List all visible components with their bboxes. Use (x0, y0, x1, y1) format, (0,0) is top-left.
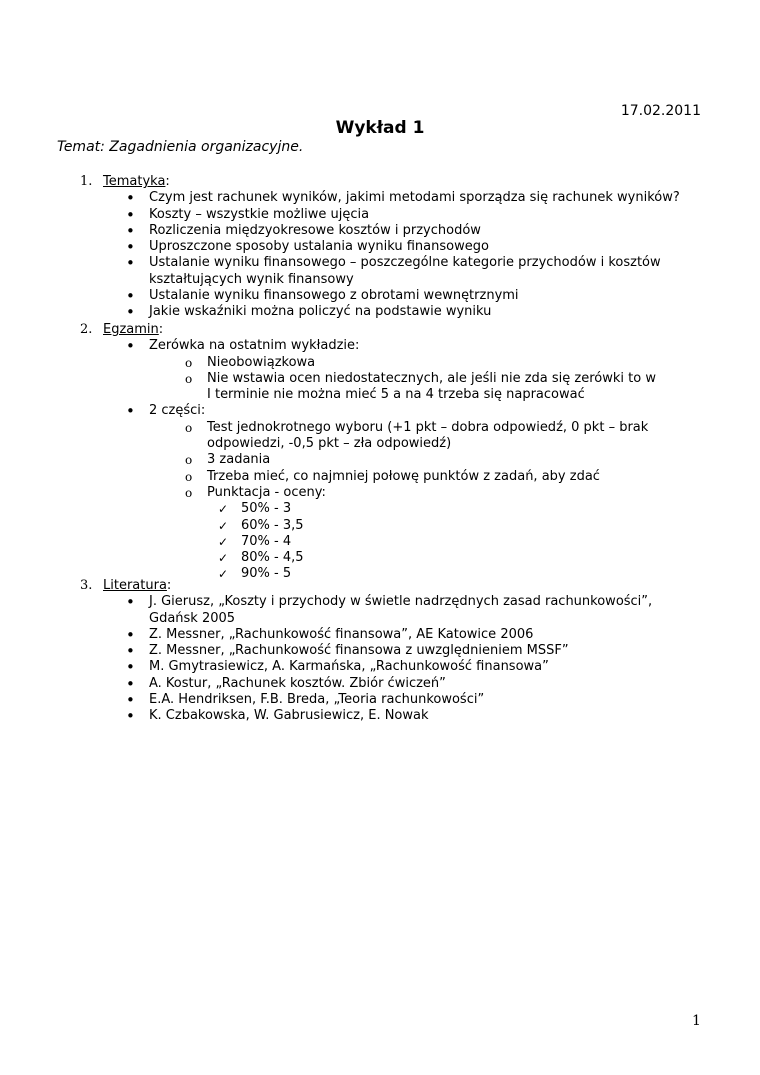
sub-list-item: o Trzeba mieć, co najmniej połowę punktów z zadań, aby zdać (185, 468, 600, 484)
grade-item: ✓ 50% - 3 (218, 501, 292, 517)
bullet-icon: • (126, 238, 135, 257)
checkmark-icon: ✓ (218, 551, 229, 566)
list-item: • Z. Messner, „Rachunkowość finansowa z uwzględnieniem MSSF” (126, 642, 569, 661)
bullet-icon: • (126, 287, 135, 306)
grade-item: ✓ 70% - 4 (218, 533, 292, 549)
document-title: Wykład 1 (335, 118, 425, 138)
circle-bullet-icon: o (185, 371, 193, 386)
section-title: Literatura: (103, 578, 172, 593)
circle-bullet-icon: o (185, 453, 193, 468)
list-item: • Z. Messner, „Rachunkowość finansowa”, AE Katowice 2006 (126, 625, 534, 644)
page-number: 1 (692, 1013, 701, 1029)
list-item: • Zerówka na ostatnim wykładzie: (126, 337, 360, 356)
sub-list-item: o Nieobowiązkowa (185, 354, 316, 370)
bullet-icon: • (126, 642, 135, 661)
list-item: • 2 części: (126, 402, 206, 421)
bullet-icon: • (126, 707, 135, 726)
checkmark-icon: ✓ (218, 534, 229, 549)
list-item: • Ustalanie wyniku finansowego – poszczególne kategorie przychodów i kosztów kształtujących wynik finansowy (126, 254, 661, 287)
bullet-icon: • (126, 625, 135, 644)
checkmark-icon: ✓ (218, 567, 229, 582)
section-literatura (0, 578, 760, 725)
circle-bullet-icon: o (185, 355, 193, 370)
bullet-icon: • (126, 402, 135, 421)
list-item: • Koszty – wszystkie możliwe ujęcia (126, 205, 370, 224)
section-title: Tematyka: (103, 174, 170, 189)
checkmark-icon: ✓ (218, 502, 229, 517)
grade-item: ✓ 60% - 3,5 (218, 517, 304, 533)
bullet-icon: • (126, 254, 135, 273)
list-item: • J. Gierusz, „Koszty i przychody w świetle nadrzędnych zasad rachunkowości”, Gdańsk 2005 (126, 593, 653, 626)
list-item: • Czym jest rachunek wyników, jakimi metodami sporządza się rachunek wyników? (126, 189, 680, 208)
lecture-subject: Temat: Zagadnienia organizacyjne. (57, 139, 304, 155)
circle-bullet-icon: o (185, 485, 193, 500)
bullet-icon: • (126, 593, 135, 612)
list-item: • A. Kostur, „Rachunek kosztów. Zbiór ćwiczeń” (126, 674, 446, 693)
bullet-icon: • (126, 337, 135, 356)
sub-list-item: o Nie wstawia ocen niedostatecznych, ale jeśli nie zda się zerówki to w I terminie nie można mieć 5 a na 4 trzeba się napracować (185, 370, 656, 403)
list-item: • Jakie wskaźniki można policzyć na podstawie wyniku (126, 303, 492, 322)
list-item: • K. Czbakowska, W. Gabrusiewicz, E. Nowak (126, 707, 429, 726)
section-number: 1. (80, 174, 93, 189)
section-heading (0, 322, 760, 338)
list-item: • M. Gmytrasiewicz, A. Karmańska, „Rachunkowość finansowa” (126, 658, 549, 677)
section-heading (0, 174, 760, 190)
bullet-icon: • (126, 221, 135, 240)
list-item: • Uproszczone sposoby ustalania wyniku finansowego (126, 238, 489, 257)
section-number: 3. (80, 578, 93, 593)
section-title: Egzamin: (103, 322, 164, 337)
bullet-icon: • (126, 658, 135, 677)
section-egzamin (0, 322, 760, 583)
bullet-icon: • (126, 674, 135, 693)
grade-item: ✓ 80% - 4,5 (218, 550, 304, 566)
sub-list-item: o Test jednokrotnego wyboru (+1 pkt – dobra odpowiedź, 0 pkt – brak odpowiedzi, -0,5 pkt – zła odpowiedź) (185, 419, 649, 452)
bullet-icon: • (126, 189, 135, 208)
bullet-icon: • (126, 205, 135, 224)
section-number: 2. (80, 322, 93, 337)
list-item: • Ustalanie wyniku finansowego z obrotami wewnętrznymi (126, 287, 519, 306)
sub-list-item: o Punktacja - oceny: (185, 484, 326, 500)
sub-list-item: o 3 zadania (185, 452, 271, 468)
list-item: • E.A. Hendriksen, F.B. Breda, „Teoria rachunkowości” (126, 691, 485, 710)
circle-bullet-icon: o (185, 469, 193, 484)
bullet-icon: • (126, 303, 135, 322)
section-heading (0, 578, 760, 594)
bullet-icon: • (126, 691, 135, 710)
circle-bullet-icon: o (185, 420, 193, 435)
grade-item: ✓ 90% - 5 (218, 566, 292, 582)
checkmark-icon: ✓ (218, 518, 229, 533)
list-item: • Rozliczenia międzyokresowe kosztów i przychodów (126, 221, 481, 240)
section-tematyka (0, 174, 760, 321)
document-date: 17.02.2011 (620, 103, 701, 119)
